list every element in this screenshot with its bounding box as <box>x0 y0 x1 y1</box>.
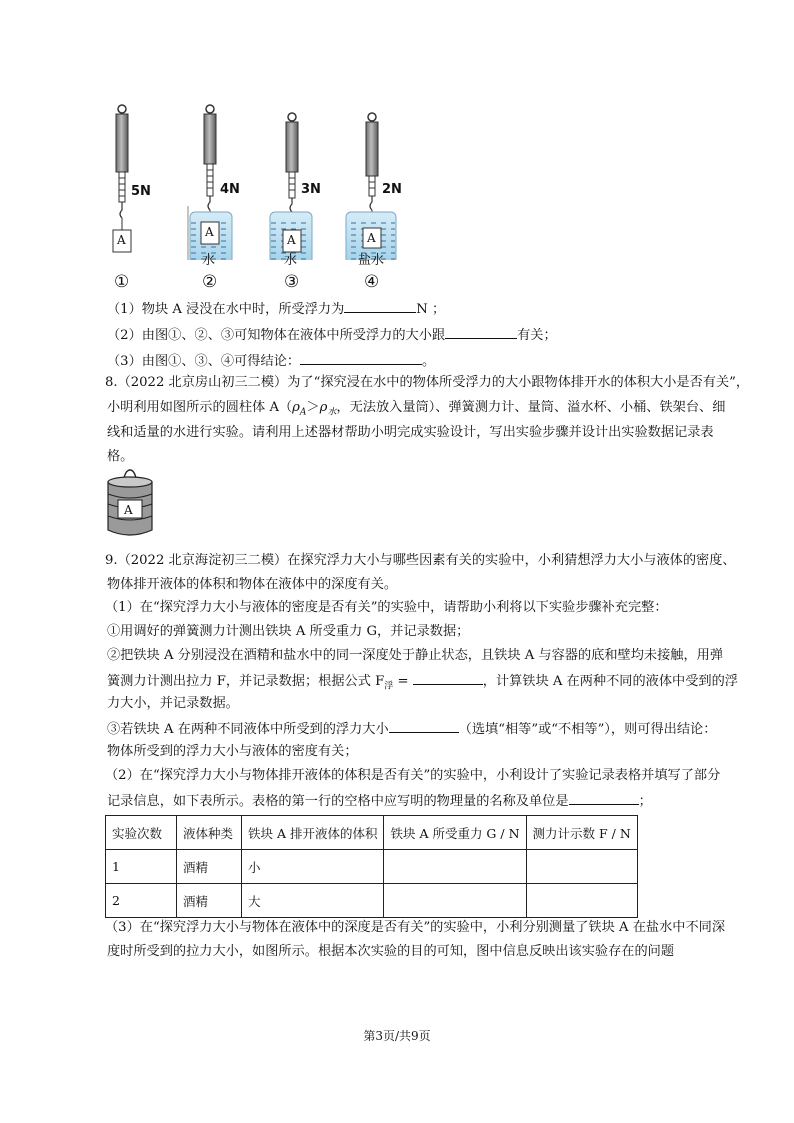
table-cell <box>384 850 526 884</box>
q8-line-4: 格。 <box>107 449 134 464</box>
table-header-cell: 测力计示数 F / N <box>526 816 637 850</box>
q9-line-11: 记录信息，如下表所示。表格的第一行的空格中应写明的物理量的名称及单位是 ； <box>107 790 652 812</box>
liquid-label-4: 盐水 <box>358 253 385 268</box>
page-footer: 第3页/共9页 <box>363 1029 431 1043</box>
table-header-cell: 铁块 A 所受重力 G / N <box>384 816 526 850</box>
q8-line-1: 8.（2022 北京房山初三二模）为了“探究浸在水中的物体所受浮力的大小跟物体排开水的体积大小是否有关”， <box>105 375 750 390</box>
reading-label-1: 5N <box>131 184 151 199</box>
answer-blank[interactable] <box>413 670 483 685</box>
figure-caption-3: ③ <box>284 272 300 292</box>
q8-line-3: 线和适量的水进行实验。请利用上述器材帮助小明完成实验设计，写出实验步骤并设计出实验数据记录表 <box>107 425 714 440</box>
liquid-label-3: 水 <box>284 253 298 268</box>
answer-blank[interactable] <box>300 350 422 365</box>
reading-label-3: 3N <box>301 182 321 197</box>
reading-label-2: 4N <box>220 182 240 197</box>
table-row <box>106 884 638 918</box>
q8-line-2: 小明利用如图所示的圆柱体 $A(\rho_A>\rho_水$，无法放入量筒）、弹簧测力计、量筒、溢水杯、小桶、铁架台、细 <box>107 400 726 418</box>
block-a-label-2: A <box>205 225 214 239</box>
q9-line-1: 9.（2022 北京海淀初三二模）在探究浮力大小与哪些因素有关的实验中，小利猜想浮力大小与液体的密度、 <box>105 553 736 568</box>
table-cell: 2 <box>106 884 177 918</box>
q9-line-2: 物体排开液体的体积和物体在液体中的深度有关。 <box>107 577 398 592</box>
data-table <box>105 815 638 918</box>
q9-line-6: 簧测力计测出拉力 F，并记录数据；根据公式 $F_浮$ = ，计算铁块 A 在两种不同的液体中受到的浮 <box>107 670 738 697</box>
spring-scale-1 <box>113 105 131 252</box>
figure-caption-4: ④ <box>364 272 380 292</box>
table-cell: 酒精 <box>177 850 242 884</box>
figure-caption-1: ① <box>114 272 130 292</box>
answer-blank[interactable] <box>445 324 517 339</box>
table-cell: 1 <box>106 850 177 884</box>
table-cell: 大 <box>242 884 384 918</box>
liquid-label-2: 水 <box>202 253 216 268</box>
q9-line-5: ②把铁块 A 分别浸没在酒精和盐水中的同一深度处于静止状态，且铁块 A 与容器的底和壁均未接触，用弹 <box>107 648 724 663</box>
q9-line-13: 度时所受到的拉力大小，如图所示。根据本次实验的目的可知，图中信息反映出该实验存在的问题 <box>107 944 675 959</box>
block-a-label-1: A <box>117 233 126 247</box>
q9-line-4: ①用调好的弹簧测力计测出铁块 A 所受重力 G，并记录数据； <box>107 624 470 639</box>
q9-line-8: ③若铁块 A 在两种不同液体中所受到的浮力大小 （选填“相等”或“不相等”），则可得出结论： <box>107 718 716 740</box>
q7-part-1: （1）物块 A 浸没在水中时，所受浮力为 N ； <box>107 298 445 320</box>
table-header-cell: 铁块 A 排开液体的体积 <box>242 816 384 850</box>
block-a-label-3: A <box>287 233 296 247</box>
q9-line-3: （1）在“探究浮力大小与液体的密度是否有关”的实验中，请帮助小利将以下实验步骤补充完整： <box>105 600 668 615</box>
table-cell <box>526 884 637 918</box>
q9-line-9: 物体所受到的浮力大小与液体的密度有关； <box>107 744 358 759</box>
table-cell <box>384 884 526 918</box>
q9-line-10: （2）在“探究浮力大小与物体排开液体的体积是否有关”的实验中，小利设计了实验记录表格并填写了部分 <box>105 768 721 783</box>
table-row <box>106 850 638 884</box>
table-header-row <box>106 816 638 850</box>
q7-part-3: （3）由图①、③、④可得结论： 。 <box>107 350 435 372</box>
q9-line-7: 力大小，并记录数据。 <box>107 696 239 711</box>
cylinder-label: A <box>124 503 133 517</box>
table-header-cell: 液体种类 <box>177 816 242 850</box>
figure-caption-2: ② <box>202 272 218 292</box>
answer-blank[interactable] <box>389 718 459 733</box>
q9-line-12: （3）在“探究浮力大小与物体在液体中的深度是否有关”的实验中，小利分别测量了铁块 A 在盐水中不同深 <box>105 920 726 935</box>
table-cell: 酒精 <box>177 884 242 918</box>
table-header-cell: 实验次数 <box>106 816 177 850</box>
q7-part-2: （2）由图①、②、③可知物体在液体中所受浮力的大小跟 有关； <box>107 324 557 346</box>
reading-label-4: 2N <box>382 182 402 197</box>
block-a-label-4: A <box>367 231 376 245</box>
table-cell <box>526 850 637 884</box>
answer-blank[interactable] <box>344 298 416 313</box>
answer-blank[interactable] <box>569 790 639 805</box>
table-cell: 小 <box>242 850 384 884</box>
